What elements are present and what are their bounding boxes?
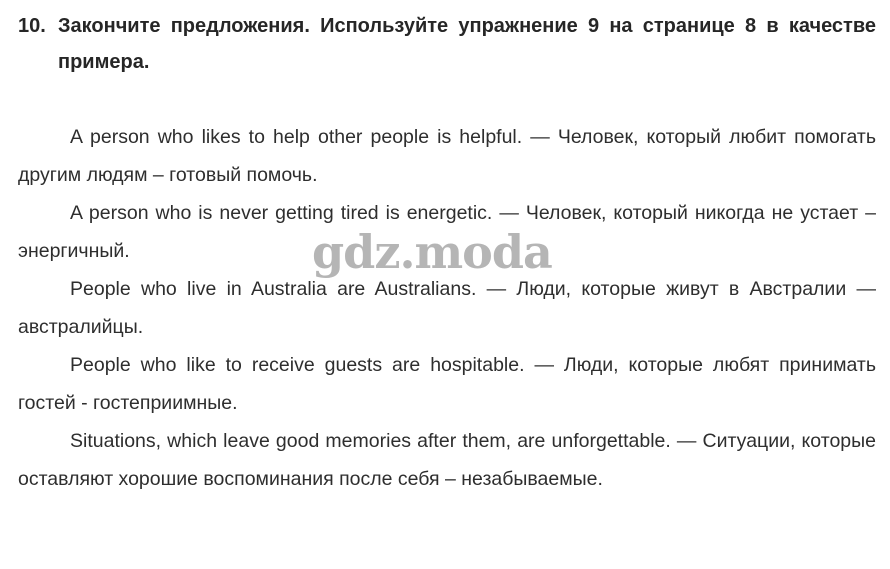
answer-paragraph-1: A person who likes to help other people is helpful. — Человек, который любит помогать другим людям – готовый помочь. [18, 126, 876, 186]
answer-paragraph-3: People who live in Australia are Australians. — Люди, которые живут в Австралии — австралийцы. [18, 278, 876, 338]
answer-paragraph-4: People who like to receive guests are hospitable. — Люди, которые любят принимать гостей - гостеприимные. [18, 354, 876, 414]
watermark-logo: gdz.moda [312, 225, 552, 279]
task-header [18, 8, 876, 80]
task-instruction: Закончите предложения. Используйте упражнение 9 на странице 8 в качестве примера. [58, 15, 876, 73]
answer-paragraph-2: A person who is never getting tired is energetic. — Человек, который никогда не устает – энергичный. [18, 202, 876, 262]
task-number: 10. [18, 15, 46, 37]
answer-paragraph-5: Situations, which leave good memories after them, are unforgettable. — Ситуации, которые оставляют хорошие воспоминания после себя – незабываемые. [18, 430, 876, 490]
answer-text [18, 118, 876, 498]
